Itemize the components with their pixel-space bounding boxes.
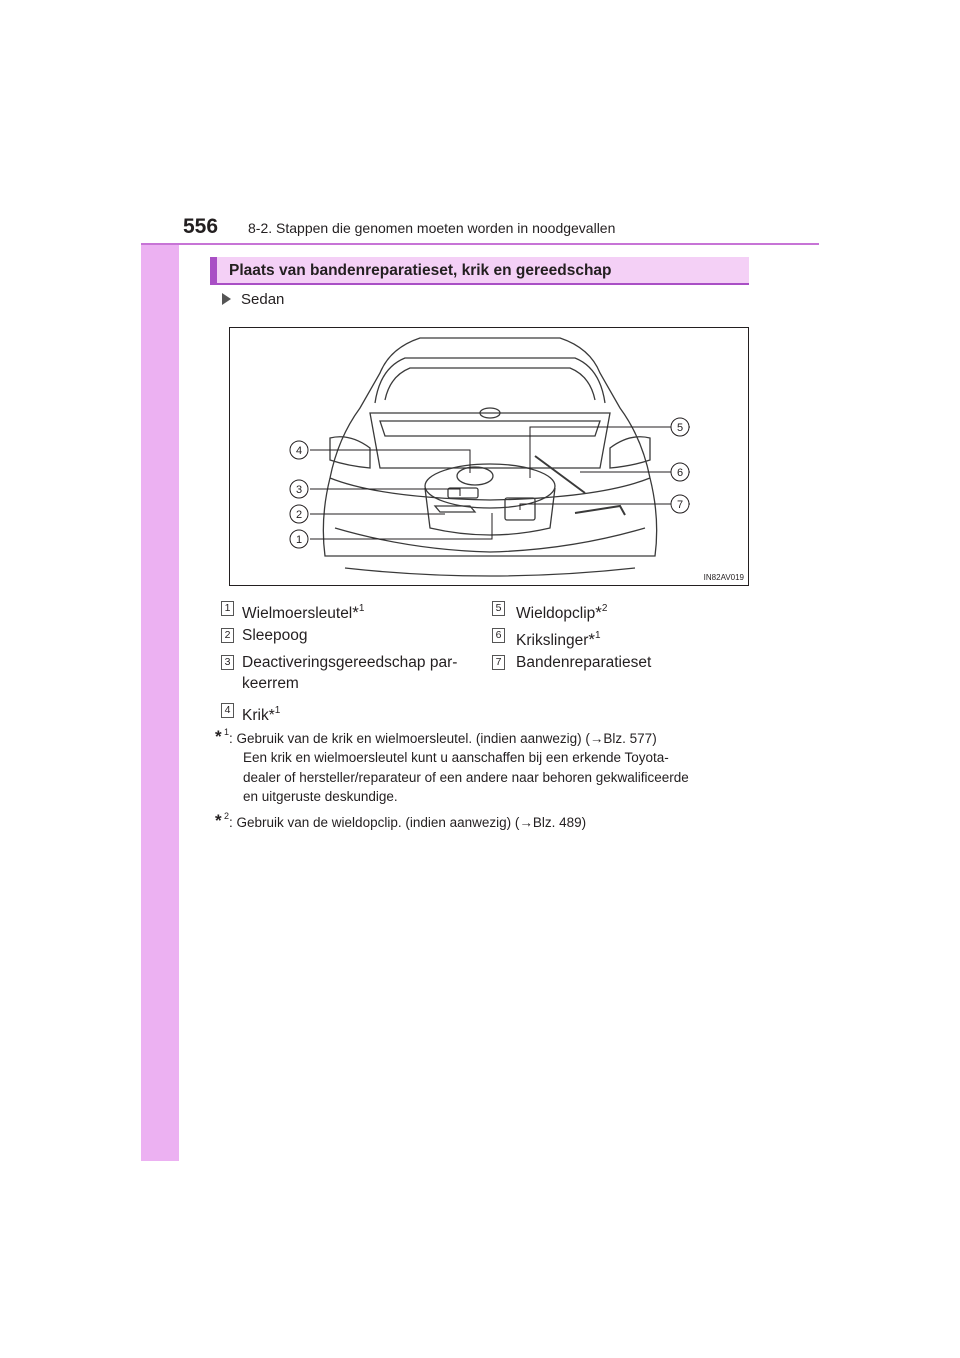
legend-note-num: 1 xyxy=(594,630,601,641)
footnote-mark: * xyxy=(215,727,222,746)
legend-item-5 xyxy=(516,598,607,624)
running-header: 8-2. Stappen die genomen moeten worden in noodgevallen xyxy=(248,220,616,236)
footnote-1-line-4: en uitgeruste deskundige. xyxy=(243,789,398,804)
legend-note-num: 2 xyxy=(601,603,608,614)
callout-2 xyxy=(290,505,308,523)
footnote-line-1: : Gebruik van de krik en wielmoersleutel. (indien aanwezig) (→Blz. 577) xyxy=(229,731,657,746)
footnote-2 xyxy=(215,811,755,831)
svg-text:5: 5 xyxy=(676,422,684,434)
trunk-illustration xyxy=(229,327,749,586)
callout-7 xyxy=(671,495,689,513)
legend-item-3 xyxy=(242,652,477,694)
legend-label: Sleepoog xyxy=(242,627,308,644)
legend-item-2 xyxy=(242,625,308,646)
callout-4 xyxy=(290,441,308,459)
callout-1 xyxy=(290,530,308,548)
triangle-bullet-icon xyxy=(222,293,231,305)
header-rule xyxy=(141,243,819,245)
legend-num-3: 3 xyxy=(221,655,234,670)
section-heading xyxy=(210,257,749,285)
svg-text:4: 4 xyxy=(295,445,303,457)
legend-label: Wieldopclip xyxy=(516,605,596,622)
legend-note-mark: * xyxy=(588,630,595,649)
svg-text:2: 2 xyxy=(295,509,303,521)
right-lamp xyxy=(610,437,650,468)
callout-3 xyxy=(290,480,308,498)
legend-label: Krik xyxy=(242,707,269,724)
svg-text:7: 7 xyxy=(676,499,684,511)
legend-note-mark: * xyxy=(352,603,359,622)
legend-item-7 xyxy=(516,652,651,673)
variant-text: Sedan xyxy=(241,291,285,308)
legend-note-num: 1 xyxy=(274,705,281,716)
legend-num-5: 5 xyxy=(492,601,505,616)
figure-code: IN82AV019 xyxy=(703,573,744,582)
section-title: Plaats van bandenreparatieset, krik en gereedschap xyxy=(229,262,612,279)
footnote-mark: * xyxy=(215,811,222,830)
left-lamp xyxy=(330,437,370,468)
legend-item-1 xyxy=(242,598,364,624)
footnote-num: 2 xyxy=(224,811,230,821)
legend-num-7: 7 xyxy=(492,655,505,670)
callout-6 xyxy=(671,463,689,481)
trunk-lid xyxy=(375,358,605,403)
legend-label: Bandenreparatieset xyxy=(516,654,652,671)
callout-5 xyxy=(671,418,689,436)
svg-text:3: 3 xyxy=(295,484,303,496)
car-body-outline xyxy=(323,338,656,556)
trunk-drawing xyxy=(230,328,748,585)
legend-label-cont: keerrem xyxy=(242,675,299,692)
legend-note-mark: * xyxy=(268,707,275,724)
footnote-line-1: : Gebruik van de wieldopclip. (indien aanwezig) (→Blz. 489) xyxy=(229,815,587,830)
legend-num-4: 4 xyxy=(221,703,234,718)
footnote-1-line-2: Een krik en wielmoersleutel kunt u aanschaffen bij een erkende Toyota- xyxy=(243,750,669,765)
legend-num-1: 1 xyxy=(221,601,234,616)
svg-text:6: 6 xyxy=(676,467,684,479)
chapter-sidebar xyxy=(141,195,179,1161)
svg-text:1: 1 xyxy=(295,534,303,546)
legend-note-num: 1 xyxy=(358,603,365,614)
page-number: 556 xyxy=(183,215,219,238)
variant-label xyxy=(222,291,284,308)
legend-label: Deactiveringsgereedschap par- xyxy=(242,654,458,671)
jack-handle xyxy=(535,456,585,493)
legend-label: Wielmoersleutel xyxy=(242,605,353,622)
legend-item-4 xyxy=(242,700,280,726)
footnote-1 xyxy=(215,727,755,747)
footnote-num: 1 xyxy=(224,727,230,737)
legend-num-2: 2 xyxy=(221,628,234,643)
legend-num-6: 6 xyxy=(492,628,505,643)
legend-label: Krikslinger xyxy=(516,632,589,649)
legend-item-6 xyxy=(516,625,601,651)
footnote-1-line-3: dealer of hersteller/reparateur of een andere naar behoren gekwalificeerde xyxy=(243,770,689,785)
legend-note-mark: * xyxy=(595,603,602,622)
